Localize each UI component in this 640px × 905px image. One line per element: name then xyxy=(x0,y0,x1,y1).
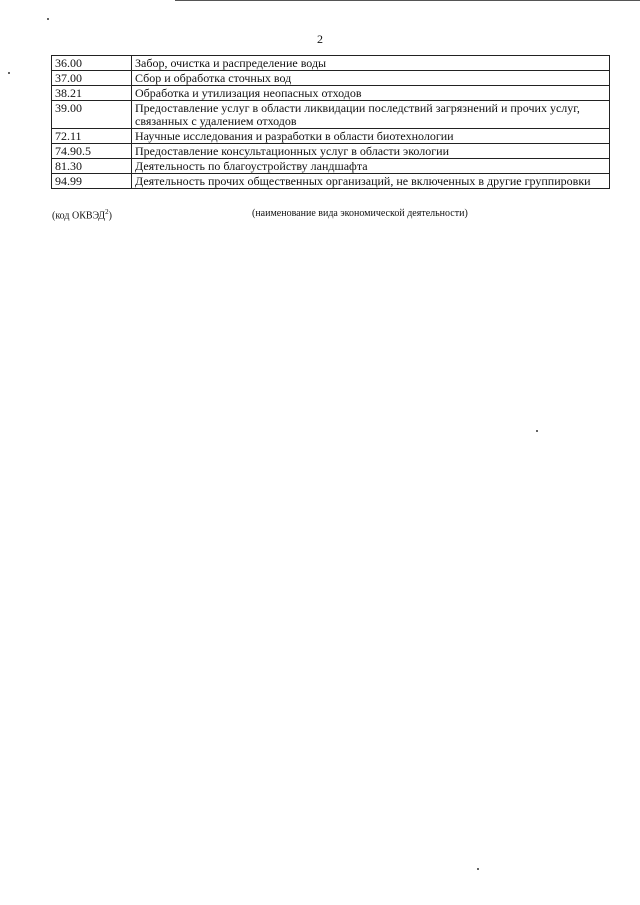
okved-code: 94.99 xyxy=(52,174,132,189)
okved-code: 38.21 xyxy=(52,86,132,101)
table-row xyxy=(52,159,610,174)
okved-code-caption xyxy=(52,208,112,221)
okved-code: 37.00 xyxy=(52,71,132,86)
scan-top-edge xyxy=(175,0,640,1)
activity-name-caption: (наименование вида экономической деятельности) xyxy=(252,208,468,219)
activity-name: Научные исследования и разработки в области биотехнологии xyxy=(132,129,610,144)
activity-name: Предоставление консультационных услуг в области экологии xyxy=(132,144,610,159)
scan-speck xyxy=(536,430,538,432)
page-number: 2 xyxy=(317,32,323,46)
table-row xyxy=(52,86,610,101)
activity-name: Деятельность прочих общественных организаций, не включенных в другие группировки xyxy=(132,174,610,189)
okved-code-caption-text: (код ОКВЭД xyxy=(52,210,106,222)
okved-code: 74.90.5 xyxy=(52,144,132,159)
okved-code-caption-close: ) xyxy=(108,210,112,222)
activity-name: Деятельность по благоустройству ландшафта xyxy=(132,159,610,174)
okved-code: 39.00 xyxy=(52,101,132,129)
table-row xyxy=(52,71,610,86)
footnote-marker: 2 xyxy=(105,208,109,216)
activity-name: Сбор и обработка сточных вод xyxy=(132,71,610,86)
okved-code: 72.11 xyxy=(52,129,132,144)
activity-name: Предоставление услуг в области ликвидации последствий загрязнений и прочих услуг, связанных с удалением отходов xyxy=(132,101,610,129)
okved-code: 36.00 xyxy=(52,56,132,71)
table-row xyxy=(52,174,610,189)
activity-name: Забор, очистка и распределение воды xyxy=(132,56,610,71)
table-row xyxy=(52,56,610,71)
table-row xyxy=(52,129,610,144)
okved-code: 81.30 xyxy=(52,159,132,174)
table-row xyxy=(52,101,610,129)
scan-speck xyxy=(8,72,10,74)
table-row xyxy=(52,144,610,159)
scan-speck xyxy=(47,18,49,20)
okved-table xyxy=(51,55,610,189)
activity-name: Обработка и утилизация неопасных отходов xyxy=(132,86,610,101)
scan-speck xyxy=(477,868,479,870)
